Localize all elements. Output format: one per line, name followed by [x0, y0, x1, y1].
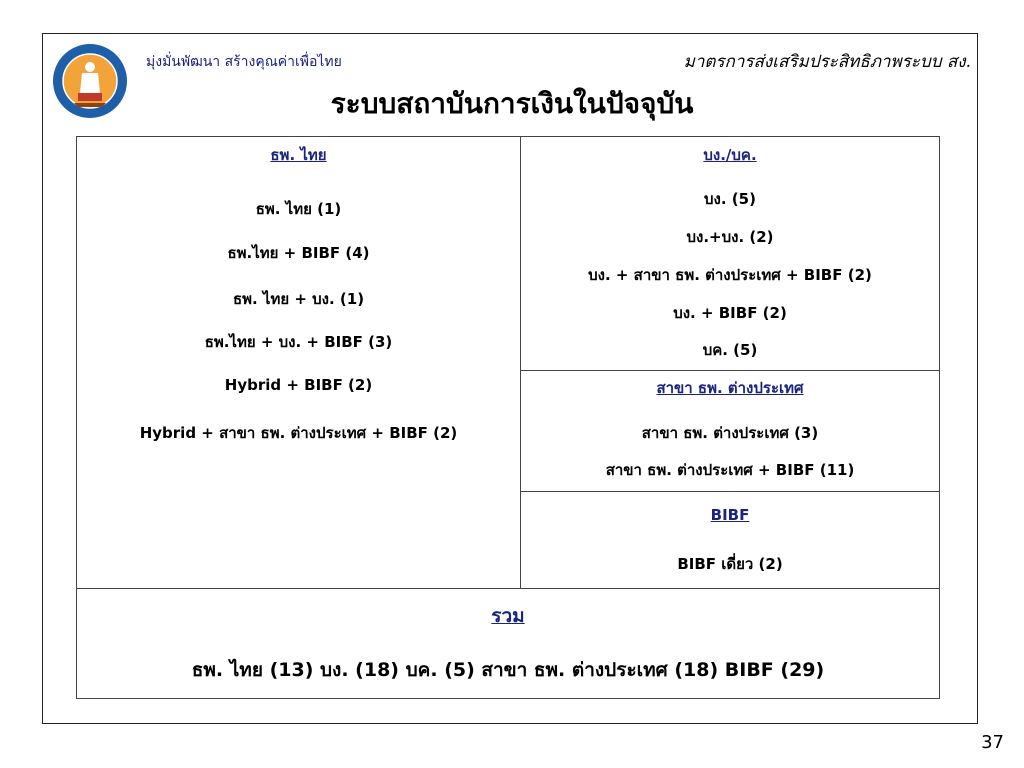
thai-banks-cell — [77, 137, 521, 588]
financial-institutions-table — [76, 136, 940, 699]
total-cell — [77, 588, 939, 698]
finance-companies-heading: บง./บค. — [703, 146, 757, 164]
page-number: 37 — [981, 732, 1004, 753]
list-item: ธพ. ไทย (1) — [255, 200, 342, 218]
finance-companies-cell — [521, 137, 939, 371]
foreign-branches-cell — [521, 371, 939, 492]
list-item: บค. (5) — [702, 341, 758, 359]
list-item: บง. + BIBF (2) — [673, 304, 787, 322]
list-item: ธพ.ไทย + BIBF (4) — [227, 244, 370, 262]
thai-banks-heading: ธพ. ไทย — [270, 146, 327, 164]
program-title: มาตรการส่งเสริมประสิทธิภาพระบบ สง. — [683, 52, 971, 72]
list-item: บง. (5) — [704, 190, 756, 208]
list-item: Hybrid + สาขา ธพ. ต่างประเทศ + BIBF (2) — [139, 424, 458, 442]
bibf-cell — [521, 492, 939, 588]
list-item: บง.+บง. (2) — [686, 228, 774, 246]
list-item: ธพ.ไทย + บง. + BIBF (3) — [204, 333, 393, 351]
list-item: สาขา ธพ. ต่างประเทศ + BIBF (11) — [605, 461, 855, 479]
list-item: Hybrid + BIBF (2) — [224, 376, 373, 394]
slogan: มุ่งมั่นพัฒนา สร้างคุณค่าเพื่อไทย — [146, 54, 342, 70]
total-heading: รวม — [491, 605, 525, 627]
list-item: สาขา ธพ. ต่างประเทศ (3) — [641, 424, 819, 442]
page-title: ระบบสถาบันการเงินในปัจจุบัน — [330, 87, 694, 120]
list-item: บง. + สาขา ธพ. ต่างประเทศ + BIBF (2) — [588, 266, 872, 284]
foreign-branches-heading: สาขา ธพ. ต่างประเทศ — [656, 379, 804, 397]
total-summary: ธพ. ไทย (13) บง. (18) บค. (5) สาขา ธพ. ต่างประเทศ (18) BIBF (29) — [191, 659, 825, 681]
list-item: ธพ. ไทย + บง. (1) — [232, 290, 365, 308]
list-item: BIBF เดี่ยว (2) — [677, 555, 783, 573]
bibf-heading: BIBF — [710, 506, 750, 524]
